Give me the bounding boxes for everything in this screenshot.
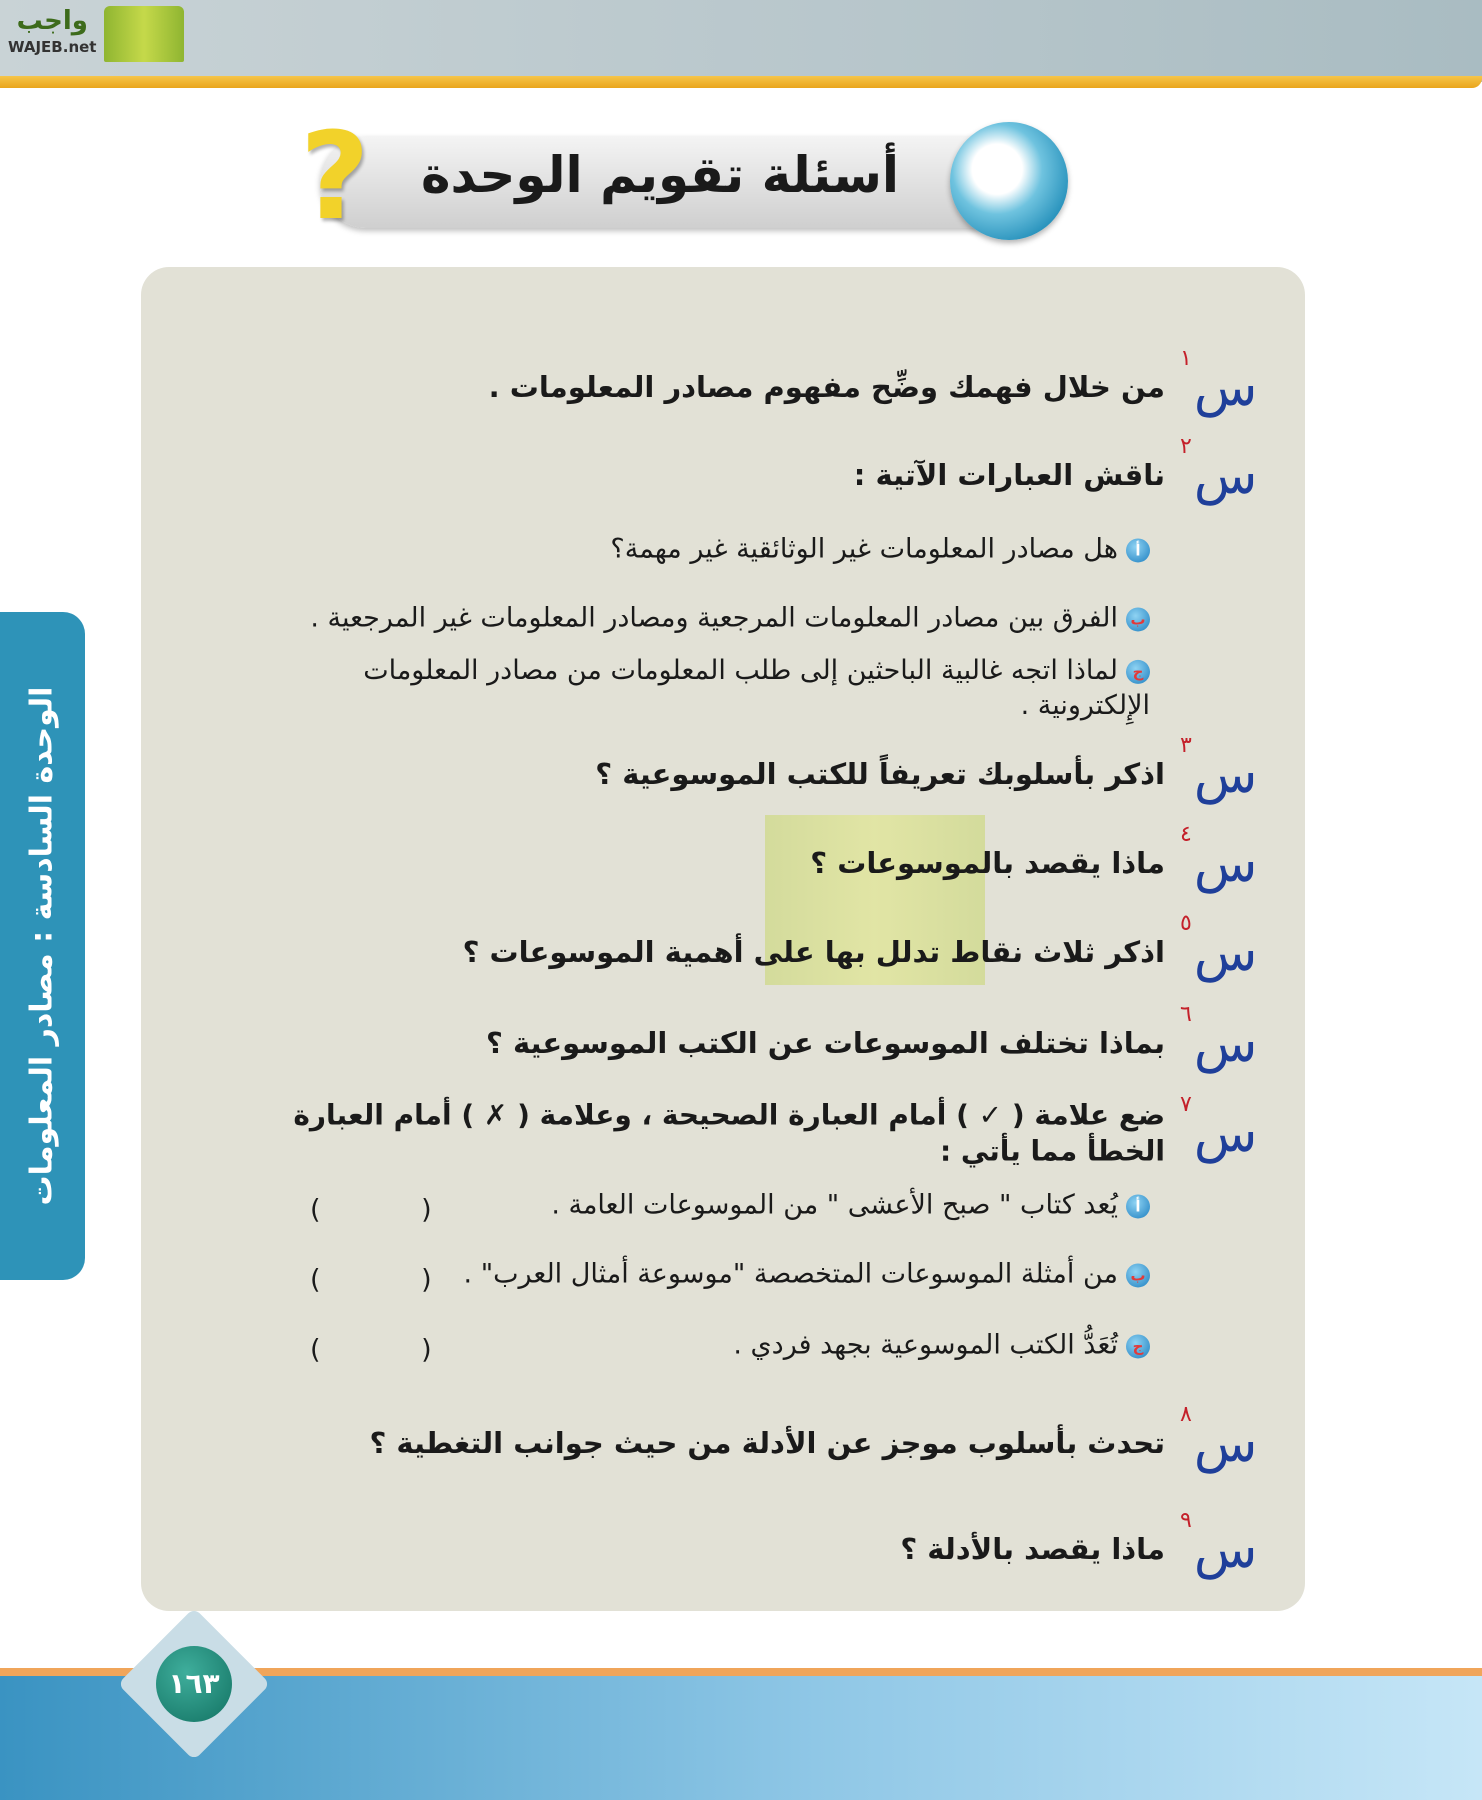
sub-item-text: الفرق بين مصادر المعلومات المرجعية ومصادر المعلومات غير المرجعية . <box>310 602 1118 634</box>
logo-arabic: واجب <box>16 6 88 36</box>
bullet-icon: ب <box>1126 1263 1150 1287</box>
question-label <box>1180 434 1258 506</box>
site-logo[interactable] <box>8 6 184 62</box>
question-number: ٦ <box>1180 1002 1192 1027</box>
header-divider <box>0 76 1482 88</box>
sub-item-text: من أمثلة الموسوعات المتخصصة "موسوعة أمثال العرب" . <box>463 1258 1118 1290</box>
question-text: اذكر ثلاث نقاط تدلل بها على أهمية الموسوعات ؟ <box>462 935 1165 970</box>
page-title: أسئلة تقويم الوحدة <box>420 146 900 204</box>
question-label <box>1180 911 1258 983</box>
refresh-arrows-icon <box>950 122 1068 240</box>
question-label <box>1180 346 1258 418</box>
sub-item <box>310 600 1150 635</box>
sub-item <box>464 1256 1150 1291</box>
question-number: ٨ <box>1180 1402 1192 1427</box>
question-number: ٤ <box>1180 822 1192 847</box>
question-number: ٢ <box>1180 434 1192 459</box>
question-prefix: س <box>1193 1520 1258 1580</box>
sub-item-text: هل مصادر المعلومات غير الوثائقية غير مهمة؟ <box>610 533 1118 565</box>
question-label <box>1180 1508 1258 1580</box>
question-prefix: س <box>1193 745 1258 805</box>
question-text: بماذا تختلف الموسوعات عن الكتب الموسوعية ؟ <box>486 1026 1165 1061</box>
question-text: ماذا يقصد بالأدلة ؟ <box>900 1532 1165 1567</box>
bullet-icon: أ <box>1126 1194 1150 1218</box>
question-label <box>1180 1402 1258 1474</box>
question-label <box>1180 822 1258 894</box>
header-band <box>0 0 1482 82</box>
question-label <box>1180 733 1258 805</box>
bullet-icon: ب <box>1126 607 1150 631</box>
sub-item <box>610 531 1150 566</box>
question-prefix: س <box>1193 446 1258 506</box>
question-number: ٥ <box>1180 911 1192 936</box>
sub-item <box>250 653 1150 723</box>
book-icon <box>104 6 184 62</box>
sub-item-text: يُعد كتاب " صبح الأعشى " من الموسوعات العامة . <box>551 1189 1118 1221</box>
question-prefix: س <box>1193 834 1258 894</box>
sub-item-text: تُعَدُّ الكتب الموسوعية بجهد فردي . <box>733 1329 1118 1361</box>
sub-item <box>551 1187 1150 1222</box>
question-prefix: س <box>1193 923 1258 983</box>
question-number: ٧ <box>1180 1092 1192 1117</box>
bullet-icon: أ <box>1126 538 1150 562</box>
logo-latin: WAJEB.net <box>8 38 97 56</box>
question-prefix: س <box>1193 1104 1258 1164</box>
question-text: تحدث بأسلوب موجز عن الأدلة من حيث جوانب التغطية ؟ <box>369 1426 1165 1461</box>
question-prefix: س <box>1193 1014 1258 1074</box>
question-prefix: س <box>1193 358 1258 418</box>
unit-title: الوحدة السادسة : مصادر المعلومات <box>24 686 60 1206</box>
page-number: ١٦٣ <box>156 1646 232 1722</box>
answer-blank[interactable]: ( ) <box>310 1334 478 1366</box>
question-number: ٣ <box>1180 733 1192 758</box>
bullet-icon: ج <box>1126 659 1150 683</box>
question-text: من خلال فهمك وضِّح مفهوم مصادر المعلومات . <box>488 370 1165 405</box>
question-prefix: س <box>1193 1414 1258 1474</box>
answer-blank[interactable]: ( ) <box>310 1194 478 1226</box>
question-number: ١ <box>1180 346 1192 371</box>
answer-blank[interactable]: ( ) <box>310 1264 478 1296</box>
question-label <box>1180 1092 1258 1164</box>
question-text: ماذا يقصد بالموسوعات ؟ <box>810 846 1165 881</box>
bullet-icon: ج <box>1126 1334 1150 1358</box>
question-text: ناقش العبارات الآتية : <box>853 458 1165 493</box>
question-number: ٩ <box>1180 1508 1192 1533</box>
sub-item-text: لماذا اتجه غالبية الباحثين إلى طلب المعلومات من مصادر المعلومات الإِلكترونية . <box>363 654 1150 721</box>
question-text: ضع علامة ( ✓ ) أمام العبارة الصحيحة ، وعلامة ( ✗ ) أمام العبارة الخطأ مما يأتي : <box>293 1098 1165 1168</box>
sub-item <box>733 1327 1150 1362</box>
question-mark-icon: ? <box>300 108 370 247</box>
logo-text <box>8 8 96 60</box>
question-text: اذكر بأسلوبك تعريفاً للكتب الموسوعية ؟ <box>595 757 1165 792</box>
question-label <box>1180 1002 1258 1074</box>
